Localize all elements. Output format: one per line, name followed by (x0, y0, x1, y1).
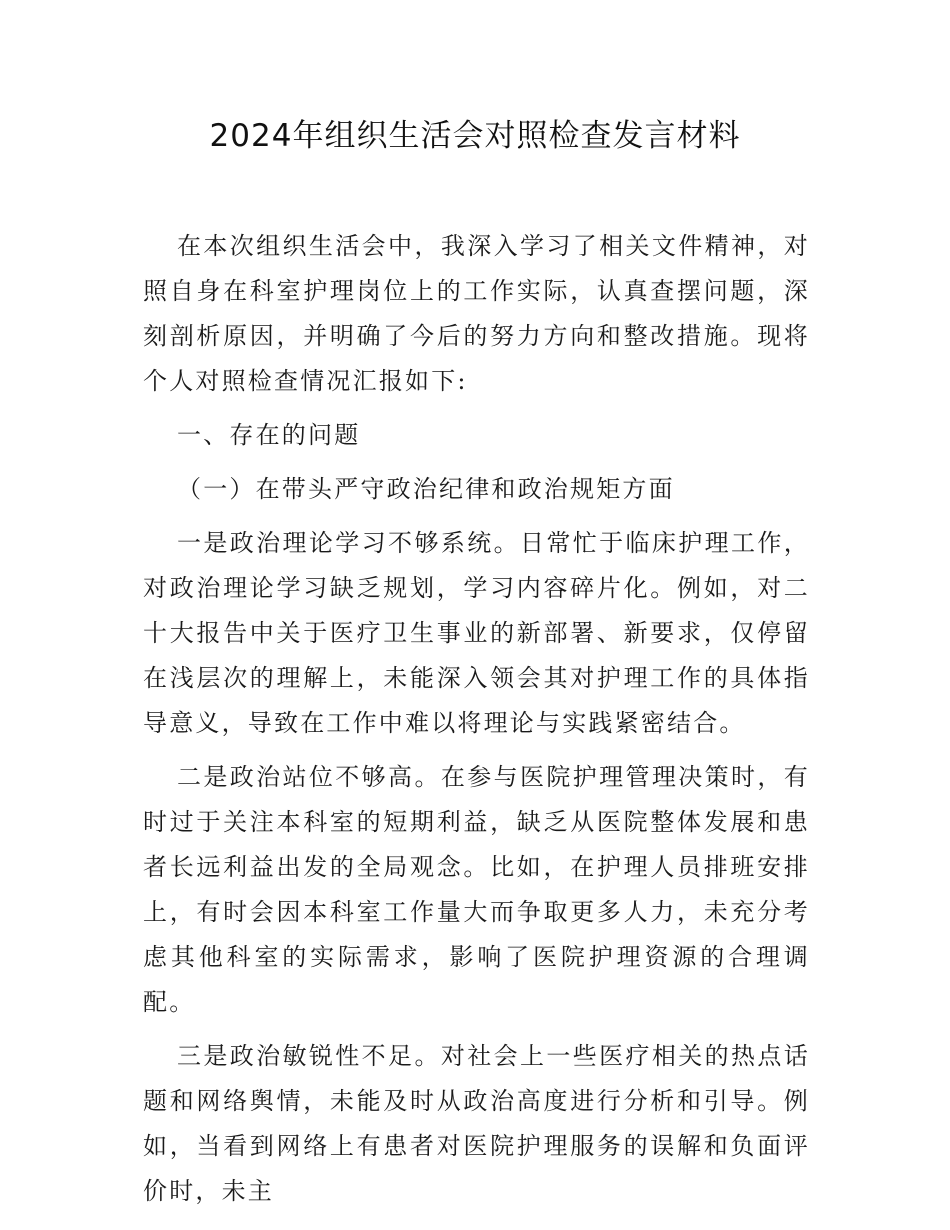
issue-paragraph-1: 一是政治理论学习不够系统。日常忙于临床护理工作，对政治理论学习缺乏规划，学习内容碎片化。例如，对二十大报告中关于医疗卫生事业的新部署、新要求，仅停留在浅层次的理解上，未能深入领会其对护理工作的具体指导意义，导致在工作中难以将理论与实践紧密结合。 (143, 529, 810, 737)
issue-paragraph-3: 三是政治敏锐性不足。对社会上一些医疗相关的热点话题和网络舆情，未能及时从政治高度进行分析和引导。例如，当看到网络上有患者对医院护理服务的误解和负面评价时，未主 (143, 1042, 810, 1205)
intro-paragraph: 在本次组织生活会中，我深入学习了相关文件精神，对照自身在科室护理岗位上的工作实际，认真查摆问题，深刻剖析原因，并明确了今后的努力方向和整改措施。现将个人对照检查情况汇报如下: (143, 232, 810, 395)
issue-paragraph-2: 二是政治站位不够高。在参与医院护理管理决策时，有时过于关注本科室的短期利益，缺乏从医院整体发展和患者长远利益出发的全局观念。比如，在护理人员排班安排上，有时会因本科室工作量大而争取更多人力，未充分考虑其他科室的实际需求，影响了医院护理资源的合理调配。 (143, 763, 810, 1016)
section-heading: 一、存在的问题 (177, 421, 361, 449)
document-title: 2024年组织生活会对照检查发言材料 (209, 118, 741, 154)
subsection-heading: （一）在带头严守政治纪律和政治规矩方面 (177, 475, 675, 503)
document-body (143, 224, 810, 1214)
